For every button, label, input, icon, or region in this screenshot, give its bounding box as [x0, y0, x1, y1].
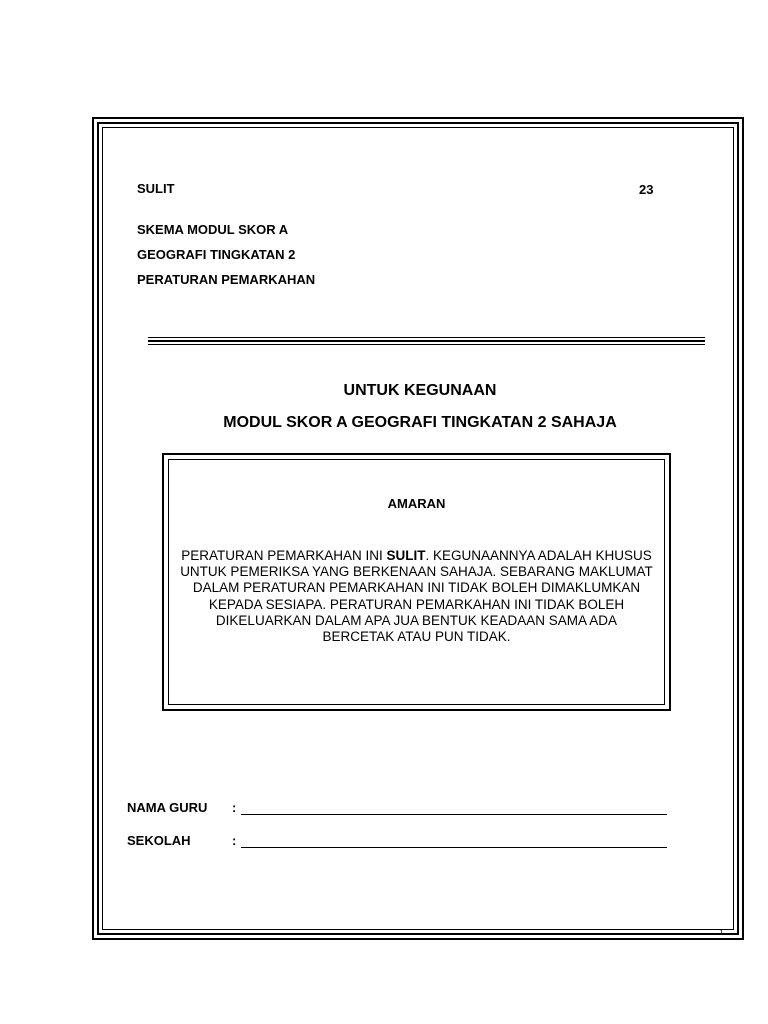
separator-line-middle — [148, 340, 705, 342]
warning-box — [162, 453, 671, 711]
warning-text-rest: . KEGUNAANNYA ADALAH KHUSUS UNTUK PEMERIKSA YANG BERKENAAN SAHAJA. SEBARANG MAKLUMAT DALAM PERATURAN PEMARKAHAN INI TIDAK BOLEH DIMAKLUMKAN KEPADA SESIAPA. PERATURAN PEMARKAHAN INI TIDAK BOLEH DIKELUARKAN DALAM APA JUA BENTUK KEADAAN SAMA ADA BERCETAK ATAU PUN TIDAK. — [180, 548, 653, 645]
teacher-name-label: NAMA GURU — [127, 800, 208, 815]
page-number: 1 — [719, 928, 724, 937]
usage-title-line-1: UNTUK KEGUNAAN — [343, 382, 497, 399]
separator-line-top — [148, 337, 705, 338]
classification-label: SULIT — [137, 181, 175, 196]
warning-text — [179, 548, 654, 645]
school-field[interactable] — [241, 847, 667, 848]
doc-title-line-1: SKEMA MODUL SKOR A — [137, 222, 289, 237]
separator-line-bottom — [148, 344, 705, 345]
school-colon: : — [232, 833, 237, 848]
school-label: SEKOLAH — [127, 833, 191, 848]
warning-text-emphasis: SULIT — [386, 548, 426, 563]
warning-text-start: PERATURAN PEMARKAHAN INI — [181, 548, 387, 563]
page-code: 23 — [639, 182, 654, 197]
teacher-name-colon: : — [232, 800, 237, 815]
warning-heading: AMARAN — [387, 496, 446, 511]
usage-title-line-2: MODUL SKOR A GEOGRAFI TINGKATAN 2 SAHAJA — [223, 414, 617, 431]
doc-title-line-2: GEOGRAFI TINGKATAN 2 — [137, 247, 296, 262]
doc-title-line-3: PERATURAN PEMARKAHAN — [137, 272, 316, 287]
teacher-name-field[interactable] — [241, 814, 667, 815]
warning-box-inner — [168, 459, 665, 705]
